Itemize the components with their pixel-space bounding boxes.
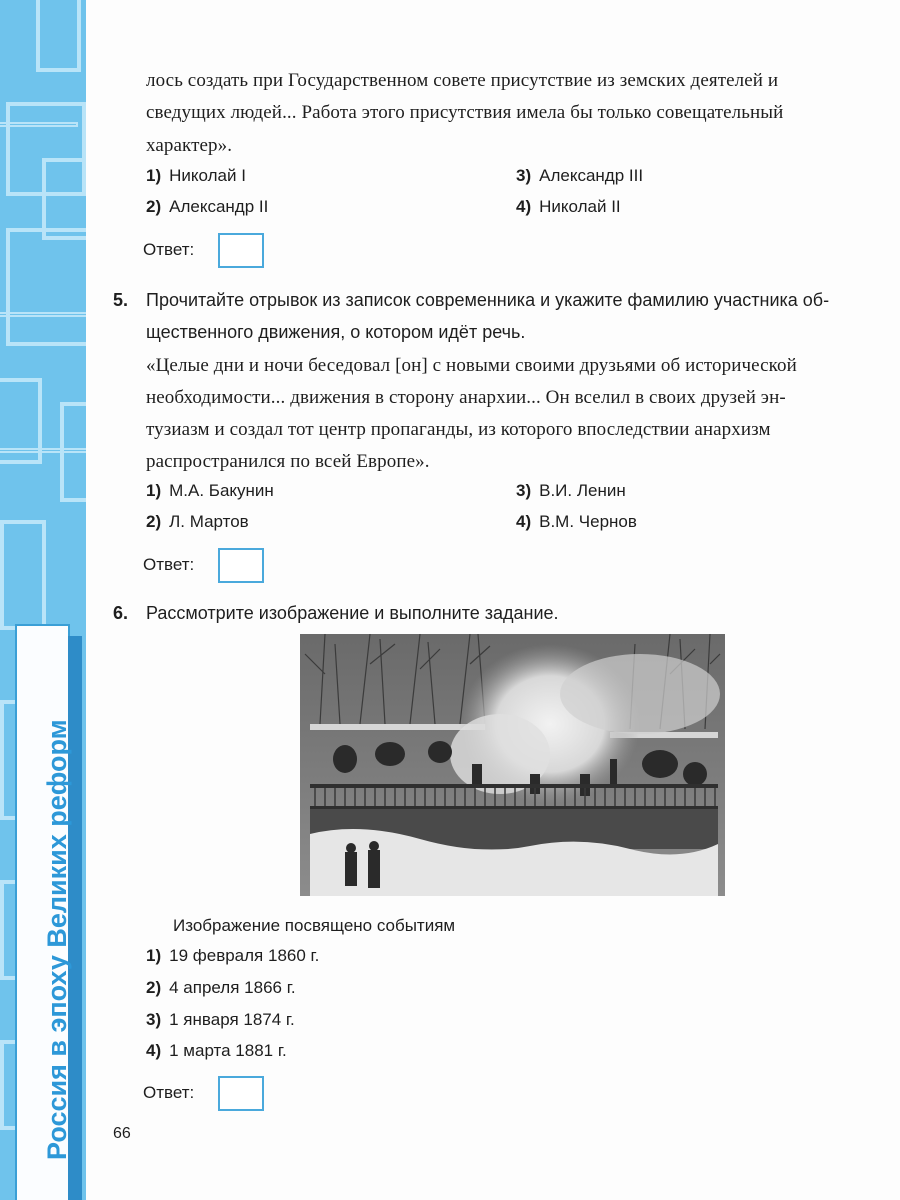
- answer-box-q4[interactable]: [218, 233, 264, 268]
- option-3: 3) В.И. Ленин: [516, 481, 626, 500]
- option-1: 1) Николай I: [146, 166, 246, 185]
- decorative-square: [0, 520, 46, 630]
- answer-label: Ответ:: [143, 240, 195, 259]
- quote-line: сведущих людей... Работа этого присутствия имела бы только совещательный: [146, 102, 784, 123]
- section-title: Россия в эпоху Великих реформ: [42, 719, 72, 1160]
- decorative-line: [0, 122, 78, 127]
- option-4: 4) В.М. Чернов: [516, 512, 637, 531]
- quote-line: лось создать при Государственном совете присутствие из земских деятелей и: [146, 70, 779, 91]
- question-number: 5.: [113, 290, 129, 310]
- question-prompt: Рассмотрите изображение и выполните задание.: [146, 603, 559, 623]
- sidebar-decoration: [0, 0, 86, 1200]
- decorative-line: [0, 448, 86, 453]
- answer-box-q6[interactable]: [218, 1076, 264, 1111]
- question-prompt: щественного движения, о котором идёт речь.: [146, 322, 526, 342]
- decorative-square: [6, 228, 86, 346]
- option-2: 2) Александр II: [146, 197, 269, 216]
- question-number: 6.: [113, 603, 129, 623]
- quote-line: характер».: [146, 135, 233, 156]
- decorative-square: [36, 0, 81, 72]
- quote-line: распространился по всей Европе».: [146, 451, 430, 472]
- option-3: 3) 1 января 1874 г.: [146, 1010, 295, 1029]
- option-1: 1) М.А. Бакунин: [146, 481, 274, 500]
- historical-engraving-image: [300, 634, 725, 896]
- option-2: 2) 4 апреля 1866 г.: [146, 978, 296, 997]
- question-prompt: Прочитайте отрывок из записок современника и укажите фамилию участника об-: [146, 290, 830, 310]
- quote-line: необходимости... движения в сторону анархии... Он вселил в своих друзей эн-: [146, 387, 786, 408]
- option-2: 2) Л. Мартов: [146, 512, 249, 531]
- quote-line: «Целые дни и ночи беседовал [он] с новыми своими друзьями об исторической: [146, 355, 797, 376]
- option-1: 1) 19 февраля 1860 г.: [146, 946, 320, 965]
- option-4: 4) Николай II: [516, 197, 621, 216]
- answer-label: Ответ:: [143, 555, 195, 574]
- answer-label: Ответ:: [143, 1083, 195, 1102]
- page-number: 66: [113, 1125, 131, 1142]
- option-3: 3) Александр III: [516, 166, 644, 185]
- decorative-line: [0, 312, 86, 317]
- subprompt: Изображение посвящено событиям: [173, 916, 456, 935]
- option-4: 4) 1 марта 1881 г.: [146, 1041, 287, 1060]
- quote-line: тузиазм и создал тот центр пропаганды, из которого впоследствии анархизм: [146, 419, 771, 440]
- answer-box-q5[interactable]: [218, 548, 264, 583]
